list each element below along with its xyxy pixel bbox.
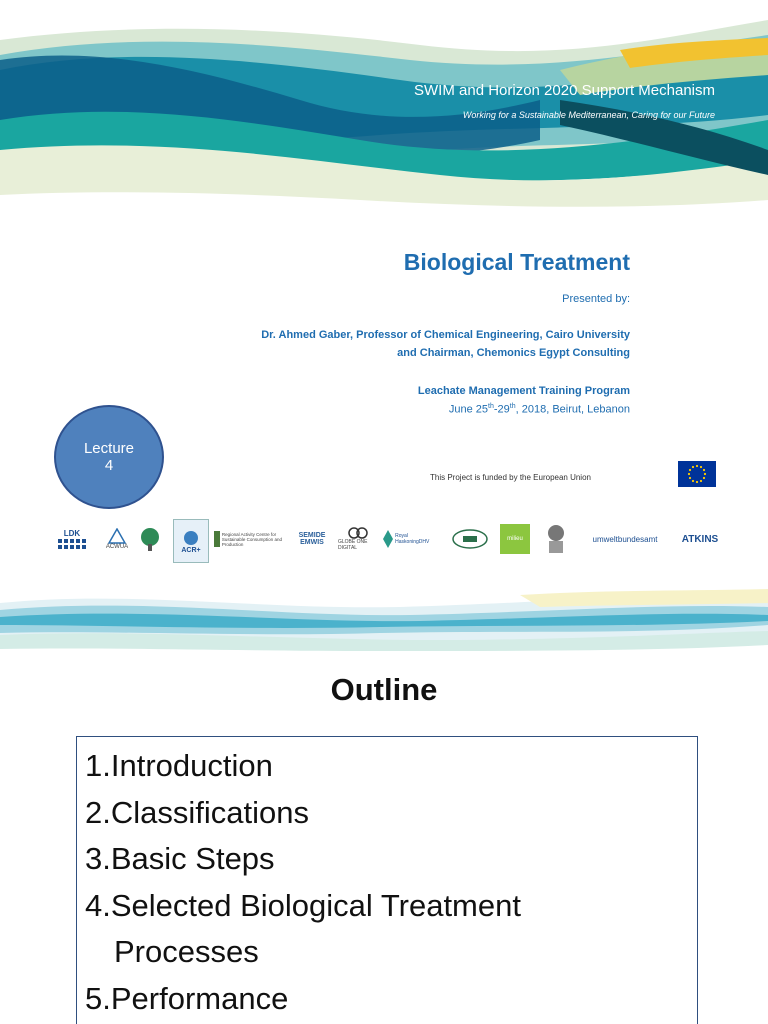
date-part-3: , 2018, Beirut, Lebanon bbox=[515, 403, 630, 416]
outline-box bbox=[76, 736, 698, 1024]
outline-item-number: 2. bbox=[85, 794, 111, 830]
logo-org-9 bbox=[450, 519, 490, 559]
outline-item bbox=[85, 836, 521, 883]
outline-item bbox=[85, 743, 521, 790]
outline-item bbox=[85, 790, 521, 837]
partner-logos-strip bbox=[54, 519, 724, 563]
logo-globe-one bbox=[338, 519, 378, 559]
outline-item bbox=[85, 883, 521, 976]
date-part-2: -29 bbox=[493, 403, 510, 416]
outline-item-number: 5. bbox=[85, 980, 111, 1016]
date-part-1: June 25 bbox=[448, 403, 489, 416]
logo-semide: SEMIDE EMWIS bbox=[298, 532, 326, 546]
presenter-line-1: Dr. Ahmed Gaber, Professor of Chemical Engineering, Cairo University bbox=[261, 329, 630, 341]
outline-item-number: 3. bbox=[85, 841, 111, 876]
slide-separator bbox=[0, 576, 768, 585]
logo-acwua-text: ACWUA bbox=[105, 544, 129, 550]
lecture-label: Lecture bbox=[83, 440, 135, 457]
logo-ldk bbox=[54, 519, 90, 559]
logo-royal-haskoning-text: Royal HaskoningDHV bbox=[395, 533, 430, 545]
presenter-line-2: and Chairman, Chemonics Egypt Consulting bbox=[397, 347, 630, 359]
outline-list bbox=[85, 743, 521, 1022]
logo-org-3 bbox=[138, 519, 162, 559]
logo-rac-scp bbox=[214, 519, 290, 559]
logo-acwua bbox=[102, 519, 132, 559]
outline-item-number: 1. bbox=[85, 748, 111, 783]
outline-item-text: Classifications bbox=[110, 794, 309, 830]
outline-item-number: 4. bbox=[85, 887, 111, 923]
logo-acr-plus bbox=[173, 519, 209, 563]
funding-statement: This Project is funded by the European Union bbox=[430, 473, 591, 482]
date-sup-2: th bbox=[509, 403, 516, 410]
logo-milieu: milieu bbox=[500, 524, 530, 554]
outline-item-text: Performance bbox=[110, 980, 289, 1016]
outline-item-text: Basic Steps bbox=[110, 841, 275, 876]
outline-item bbox=[85, 976, 521, 1023]
logo-acr-plus-text: ACR+ bbox=[181, 546, 201, 554]
outline-item-text: Selected Biological Treatment bbox=[110, 887, 521, 923]
header-wave-banner bbox=[0, 0, 768, 212]
eu-flag-icon bbox=[678, 461, 716, 487]
logo-org-11 bbox=[544, 519, 568, 559]
logo-umweltbundesamt: umweltbundesamt bbox=[592, 534, 658, 544]
outline-slide bbox=[0, 585, 768, 1024]
outline-title: Outline bbox=[330, 672, 438, 707]
logo-globe-one-text: GLOBE ONE DIGITAL bbox=[338, 539, 368, 551]
lecture-number: 4 bbox=[104, 457, 114, 474]
training-program-name: Leachate Management Training Program bbox=[417, 385, 630, 397]
logo-rac-scp-text: Regional Activity Centre for Sustainable Consumption and Production bbox=[221, 531, 282, 547]
program-header-title: SWIM and Horizon 2020 Support Mechanism bbox=[414, 82, 715, 99]
date-sup-1: th bbox=[488, 403, 494, 410]
presentation-title: Biological Treatment bbox=[403, 249, 630, 275]
logo-atkins: ATKINS bbox=[681, 533, 719, 545]
presented-by-label: Presented by: bbox=[562, 293, 630, 305]
outline-item-continuation: Processes bbox=[114, 934, 259, 969]
event-date-location bbox=[449, 403, 630, 416]
program-header-tagline: Working for a Sustainable Mediterranean, Caring for our Future bbox=[462, 110, 715, 120]
outline-wave-banner bbox=[0, 585, 768, 655]
logo-royal-haskoning bbox=[382, 519, 440, 559]
outline-item-text: Introduction bbox=[110, 748, 273, 783]
lecture-badge bbox=[54, 405, 164, 509]
logo-ldk-text: LDK bbox=[63, 528, 81, 538]
